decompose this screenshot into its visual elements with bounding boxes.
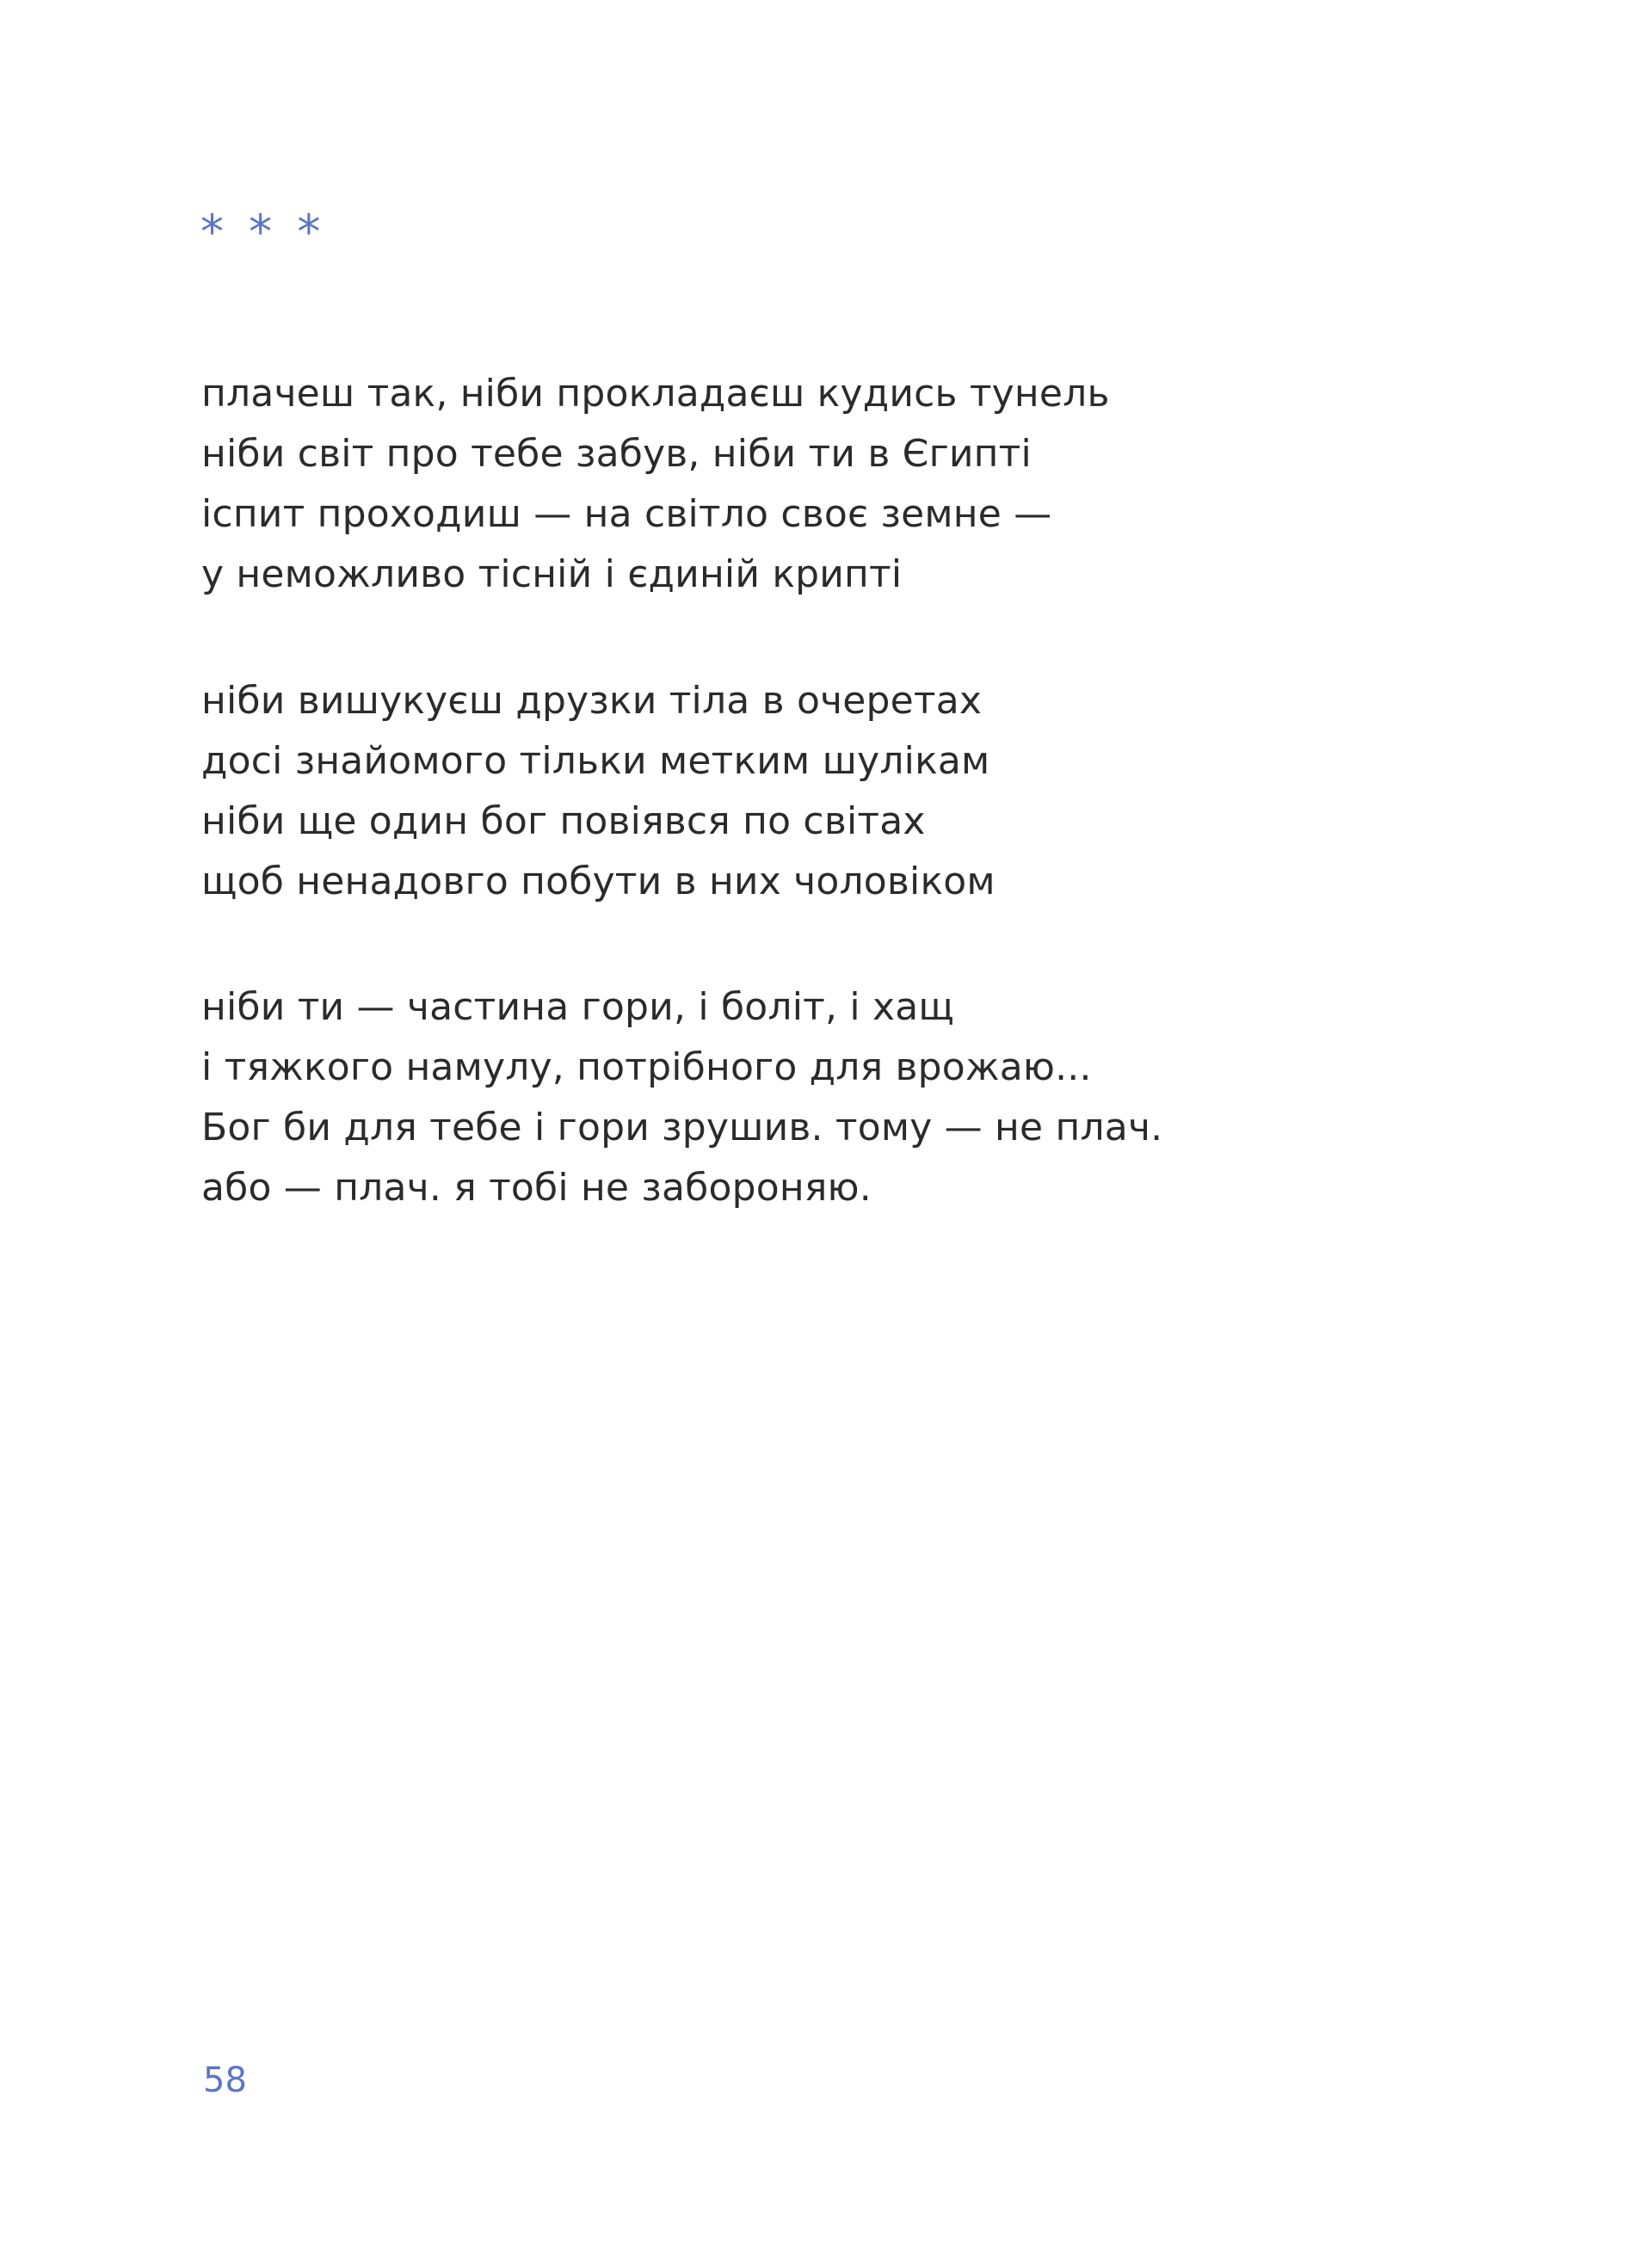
poem-line: іспит проходиш — на світло своє земне — bbox=[201, 492, 1052, 536]
poem-line: ніби ти — частина гори, і боліт, і хащ bbox=[201, 985, 955, 1029]
poem-separator-asterisks: * * * bbox=[200, 205, 326, 259]
page-number: 58 bbox=[203, 2061, 247, 2100]
poem-line: щоб ненадовго побути в них чоловіком bbox=[201, 860, 996, 903]
poem-line: Бог би для тебе і гори зрушив. тому — не плач. bbox=[201, 1106, 1163, 1149]
poem-line: ніби вишукуєш друзки тіла в очеретах bbox=[201, 679, 983, 723]
poem-line: плачеш так, ніби прокладаєш кудись тунель bbox=[201, 372, 1110, 416]
poem-stanza-3 bbox=[201, 977, 1162, 1218]
poem-line: ніби світ про тебе забув, ніби ти в Єгипті bbox=[201, 432, 1032, 476]
poem-line: у неможливо тісній і єдиній крипті bbox=[201, 552, 903, 596]
poem-stanza-1 bbox=[201, 364, 1110, 605]
poem-line: або — плач. я тобі не забороняю. bbox=[201, 1166, 872, 1210]
poem-line: ніби ще один бог повіявся по світах bbox=[201, 799, 926, 843]
poem-stanza-2 bbox=[201, 671, 996, 912]
poem-line: і тяжкого намулу, потрібного для врожаю... bbox=[201, 1045, 1092, 1089]
poem-line: досі знайомого тільки метким шулікам bbox=[201, 739, 990, 783]
